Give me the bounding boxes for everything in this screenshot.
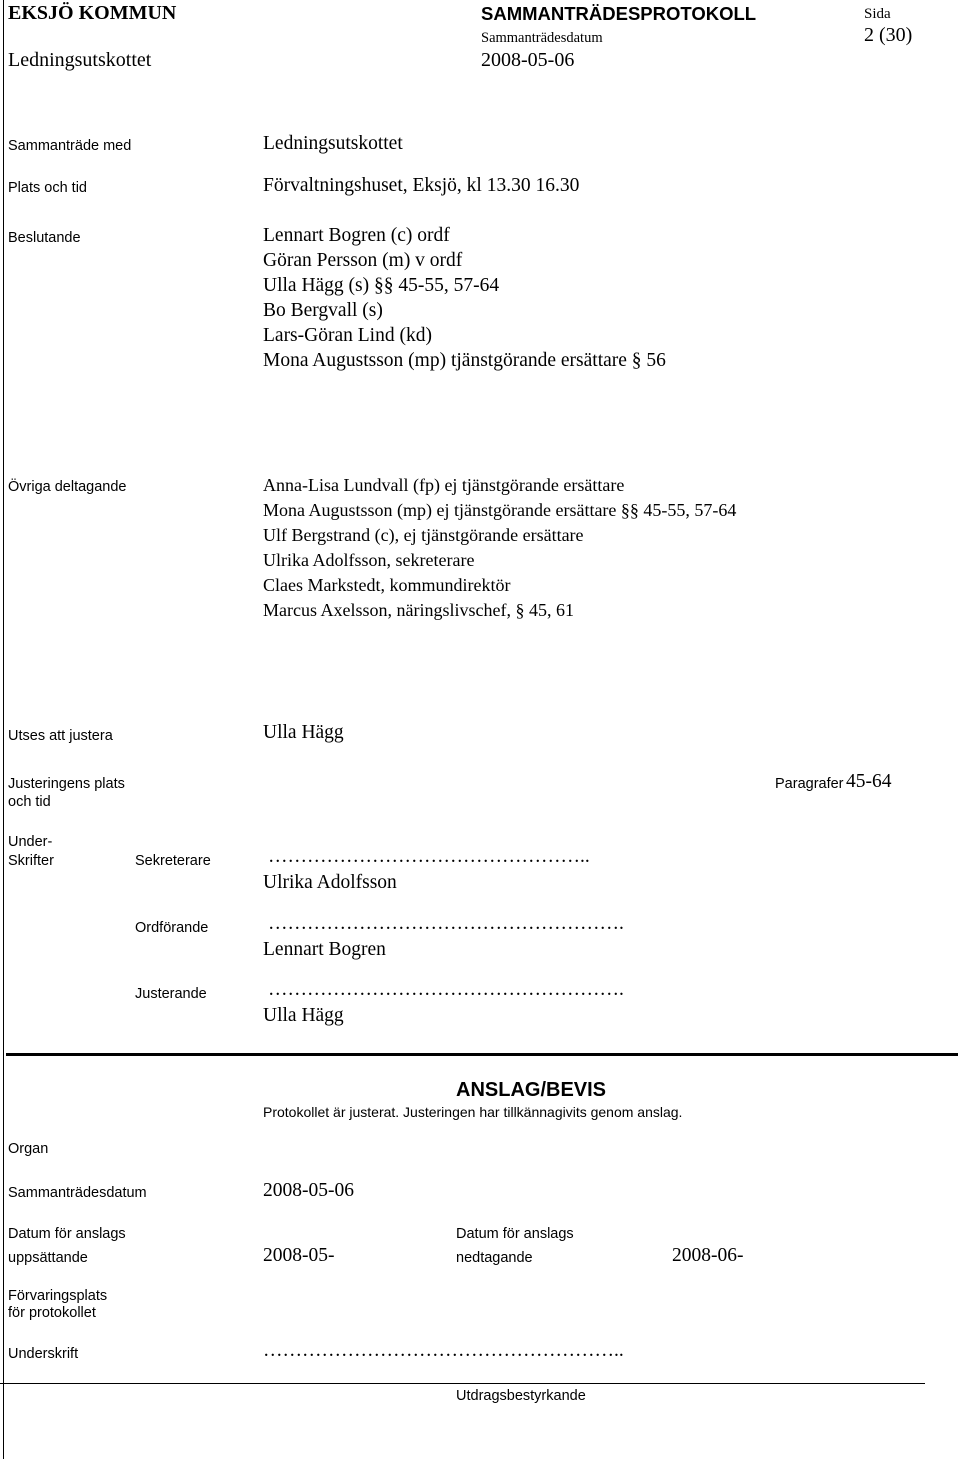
adjuster-value: Ulla Hägg [263,722,344,743]
posted-value: 2008-05- [263,1245,335,1266]
decision-member: Mona Augustsson (mp) tjänstgörande ersättare § 56 [263,350,666,371]
notice-subtitle: Protokollet är justerat. Justeringen har tillkännagivits genom anslag. [263,1104,683,1120]
removed-label-1: Datum för anslags [456,1226,574,1242]
paragraphs-label: Paragrafer [775,776,844,792]
chair-name: Lennart Bogren [263,939,386,960]
meeting-with-label: Sammanträde med [8,138,132,154]
decision-members [263,223,666,373]
secretary-name: Ulrika Adolfsson [263,872,397,893]
place-label: Plats och tid [8,180,87,196]
notice-title: ANSLAG/BEVIS [456,1079,607,1101]
notice-date-label: Sammanträdesdatum [8,1185,147,1201]
posted-label-1: Datum för anslags [8,1226,126,1242]
decision-member: Lennart Bogren (c) ordf [263,225,450,246]
page-number: 2 (30) [864,24,913,46]
adjuster-name: Ulla Hägg [263,1005,344,1026]
participant: Ulf Bergstrand (c), ej tjänstgörande ersättare [263,525,584,545]
adjust-place-label: Justeringens plats [8,776,125,792]
org-name: EKSJÖ KOMMUN [8,2,177,24]
page-label: Sida [864,6,891,22]
chair-signature-line: ………………………………………………. [268,913,624,934]
certifier-label: Utdragsbestyrkande [456,1388,586,1404]
adjuster-label: Utses att justera [8,728,113,744]
organ-label: Organ [8,1141,49,1157]
adjust-time-label: och tid [8,794,51,810]
signature-line: ……………………………………………….. [263,1340,624,1361]
place-value: Förvaltningshuset, Eksjö, kl 13.30 16.30 [263,175,580,196]
participant: Marcus Axelsson, näringslivschef, § 45, 61 [263,600,574,620]
signature-label: Underskrift [8,1346,79,1362]
adjuster-role: Justerande [135,986,207,1002]
storage-label-2: för protokollet [8,1305,96,1321]
others-label: Övriga deltagande [8,479,127,495]
decision-member: Bo Bergvall (s) [263,300,383,321]
participant: Mona Augustsson (mp) ej tjänstgörande ersättare §§ 45-55, 57-64 [263,500,737,520]
participant: Anna-Lisa Lundvall (fp) ej tjänstgörande ersättare [263,475,625,495]
decision-member: Ulla Hägg (s) §§ 45-55, 57-64 [263,275,500,296]
committee-name: Ledningsutskottet [8,49,152,71]
section-divider [6,1053,958,1056]
participant: Ulrika Adolfsson, sekreterare [263,550,475,570]
participant: Claes Markstedt, kommundirektör [263,575,511,595]
decision-member: Lars-Göran Lind (kd) [263,325,432,346]
storage-label-1: Förvaringsplats [8,1288,108,1304]
decision-label: Beslutande [8,230,81,246]
signatures-label-1: Under- [8,834,53,850]
signatures-label-2: Skrifter [8,853,54,869]
adjuster-signature-line: ………………………………………………. [268,979,624,1000]
footer-divider [0,1383,925,1384]
document-type: SAMMANTRÄDESPROTOKOLL [481,3,757,24]
decision-member: Göran Persson (m) v ordf [263,250,463,271]
notice-date-value: 2008-05-06 [263,1180,354,1201]
date-label: Sammanträdesdatum [481,30,603,46]
removed-label-2: nedtagande [456,1250,533,1266]
other-participants [263,473,736,623]
left-margin-line [3,0,4,1459]
meeting-date: 2008-05-06 [481,49,575,71]
removed-value: 2008-06- [672,1245,744,1266]
posted-label-2: uppsättande [8,1250,88,1266]
secretary-signature-line: ………………………………………….. [268,846,590,867]
secretary-role: Sekreterare [135,853,211,869]
paragraphs-value: 45-64 [846,771,892,792]
chair-role: Ordförande [135,920,209,936]
meeting-with-value: Ledningsutskottet [263,133,403,154]
